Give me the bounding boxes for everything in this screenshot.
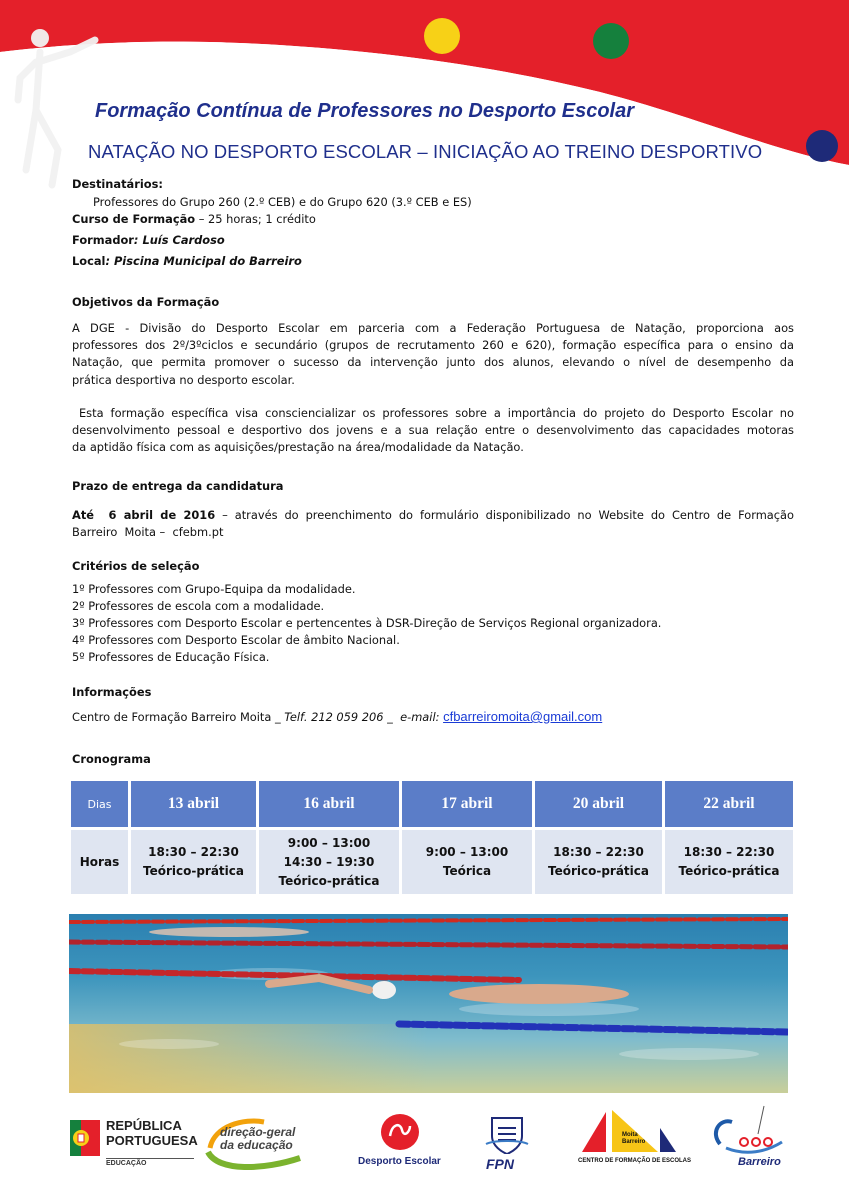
curso-value: – 25 horas; 1 crédito (195, 212, 316, 226)
local-line (72, 253, 302, 270)
republica-portuguesa-logo (70, 1118, 200, 1170)
criterio-item: 4º Professores com Desporto Escolar de âmbito Nacional. (72, 633, 400, 647)
session-type: Teórico-prática (142, 864, 244, 878)
formador-value: : Luís Cardoso (133, 233, 225, 247)
email-link[interactable]: cfbarreiromoita@gmail.com (443, 709, 603, 724)
text-line: A DGE - Divisão do Desporto Escolar em parceria com a Federação Portuguesa de Natação, proporciona aos (72, 321, 794, 335)
deadline-text: – através do preenchimento do formulário disponibilizado no Website do Centro de Formação (215, 508, 794, 522)
desporto-escolar-logo (356, 1112, 446, 1172)
cronograma-heading: Cronograma (72, 752, 151, 766)
contact-phone: Telf. 212 059 206 _ e-mail: (284, 710, 444, 724)
schedule-cell (535, 830, 662, 894)
day-header: 13 abril (131, 781, 256, 827)
green-dot (593, 23, 629, 59)
swimming-photo (69, 914, 788, 1093)
text-line: Esta formação específica visa consciencializar os professores sobre a importância do projeto do Desporto Escolar no (72, 406, 794, 420)
page-title: Formação Contínua de Professores no Desporto Escolar (95, 100, 635, 122)
text-line: prática desportiva no desporto escolar. (72, 372, 295, 387)
curso-label: Curso de Formação (72, 212, 196, 226)
contact-prefix: Centro de Formação Barreiro Moita _ (72, 710, 285, 724)
dge-line1: direção-geral (220, 1125, 296, 1139)
local-value: : Piscina Municipal do Barreiro (105, 254, 302, 268)
criterios-heading: Critérios de seleção (72, 559, 200, 573)
contact-line (72, 708, 602, 726)
destinatarios-label: Destinatários: (72, 177, 163, 191)
objetivos-paragraph-1 (72, 320, 794, 389)
deadline-date: Até 6 abril de 2016 (72, 508, 216, 522)
day-header: 22 abril (665, 781, 793, 827)
objetivos-heading: Objetivos da Formação (72, 295, 220, 309)
text-line: Barreiro Moita – cfebm.pt (72, 525, 224, 540)
session-type: Teórico-prática (678, 864, 780, 878)
fpn-logo (478, 1114, 536, 1174)
schedule-cell (402, 830, 532, 894)
day-header: 17 abril (402, 781, 532, 827)
desporto-escolar-text: Desporto Escolar (358, 1156, 441, 1167)
flag-shield-icon (70, 1120, 100, 1156)
prazo-text (72, 507, 794, 541)
barreiro-logo (706, 1104, 792, 1174)
text-line (72, 507, 794, 524)
day-header: 16 abril (259, 781, 399, 827)
educacao-text: EDUCAÇÃO (106, 1158, 194, 1167)
cfebm-top-text: Moita Barreiro (622, 1132, 646, 1145)
objetivos-paragraph-2 (72, 405, 794, 457)
session-type: Teórica (442, 864, 492, 878)
barreiro-swirl-icon (706, 1104, 792, 1160)
day-header: 20 abril (535, 781, 662, 827)
de-emblem-icon (380, 1112, 420, 1152)
republica-text: REPÚBLICA (106, 1118, 182, 1133)
schedule-cell (131, 830, 256, 894)
curso-line (72, 211, 316, 228)
criterio-item: 3º Professores com Desporto Escolar e pertencentes à DSR-Direção de Serviços Regional organizadora. (72, 616, 662, 630)
time-range: 14:30 – 19:30 (283, 854, 375, 869)
fpn-text: FPN (486, 1156, 514, 1172)
session-type: Teórico-prática (278, 873, 380, 888)
barreiro-text: Barreiro (738, 1156, 781, 1168)
formador-label: Formador (72, 233, 134, 247)
schedule-cell (665, 830, 793, 894)
schedule-hours-row (71, 830, 793, 894)
criterio-item: 1º Professores com Grupo-Equipa da modalidade. (72, 582, 356, 596)
text-line: professores dos 2º/3ºciclos e secundário (grupos de recrutamento 260 e 620), formação específica para o ensino da (72, 338, 794, 353)
yellow-dot (424, 18, 460, 54)
horas-label: Horas (71, 830, 128, 894)
session-type: Teórico-prática (547, 864, 649, 878)
time-range: 18:30 – 22:30 (148, 845, 239, 859)
local-label: Local (72, 254, 106, 268)
dias-header: Dias (71, 781, 128, 827)
course-title: NATAÇÃO NO DESPORTO ESCOLAR – INICIAÇÃO AO TREINO DESPORTIVO (88, 141, 763, 162)
text-line: da aptidão física com as aquisições/prestação na área/modalidade da Natação. (72, 440, 524, 455)
informacoes-heading: Informações (72, 685, 152, 699)
schedule-table (68, 778, 796, 897)
time-range: 18:30 – 22:30 (683, 845, 775, 859)
dge-line2: da educação (220, 1138, 293, 1152)
criterio-item: 2º Professores de escola com a modalidade. (72, 599, 325, 613)
cfebm-bottom-text: CENTRO DE FORMAÇÃO DE ESCOLAS (578, 1158, 692, 1164)
criterio-item: 5º Professores de Educação Física. (72, 650, 270, 664)
blue-dot (806, 130, 838, 162)
prazo-heading: Prazo de entrega da candidatura (72, 479, 284, 493)
dge-logo (204, 1114, 316, 1174)
text-line: Natação, que permita promover o sucesso da intervenção junto dos alunos, elevando o nível de desempenho da (72, 355, 794, 370)
schedule-cell (259, 830, 399, 894)
fpn-shield-icon (484, 1114, 530, 1154)
time-range: 9:00 – 13:00 (425, 845, 509, 859)
text-line: desenvolvimento pessoal e desportivo dos jovens e a sua relação entre o desenvolvimento das capacidades motoras (72, 423, 794, 438)
time-range: 9:00 – 13:00 (287, 835, 371, 850)
formador-line (72, 232, 225, 249)
destinatarios-value: Professores do Grupo 260 (2.º CEB) e do Grupo 620 (3.º CEB e ES) (93, 195, 472, 209)
schedule-header-row (71, 781, 793, 827)
portuguesa-text: PORTUGUESA (106, 1133, 198, 1148)
time-range: 18:30 – 22:30 (553, 845, 644, 859)
cfebm-logo (578, 1108, 692, 1170)
